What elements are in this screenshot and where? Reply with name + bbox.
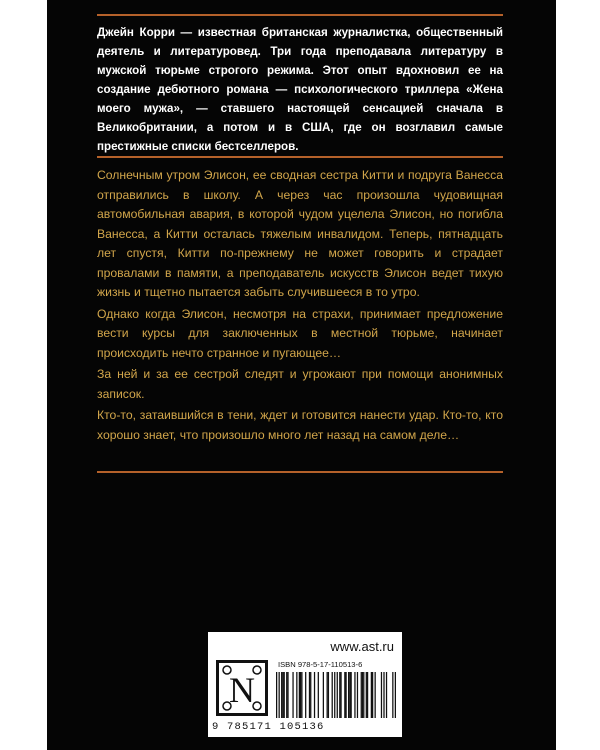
- barcode-bar: [328, 672, 329, 718]
- divider-middle: [97, 156, 503, 158]
- barcode-bar: [348, 672, 349, 718]
- synopsis-paragraph: Однако когда Элисон, несмотря на страхи, принимает предложение вести курсы для заключенных в местной тюрьме, начинает происходить нечто странное и пугающее…: [97, 306, 503, 360]
- barcode-bar: [361, 672, 362, 718]
- barcode-bar: [381, 672, 382, 718]
- barcode-bar: [292, 672, 293, 718]
- barcode-bar: [345, 672, 346, 718]
- publisher-logo-icon: [216, 660, 268, 716]
- barcode-bar: [372, 672, 373, 718]
- barcode-bar: [362, 672, 363, 718]
- barcode-bar: [337, 672, 338, 718]
- divider-bottom: [97, 471, 503, 473]
- synopsis-paragraph: Кто-то, затаившийся в тени, ждет и готовится нанести удар. Кто-то, кто хорошо знает, что произошло много лет назад на самом деле…: [97, 408, 503, 442]
- barcode-panel: [208, 632, 402, 737]
- barcode-bar: [340, 672, 341, 718]
- barcode-bar: [367, 672, 368, 718]
- synopsis-paragraph: Солнечным утром Элисон, ее сводная сестра Китти и подруга Ванесса отправились в школу. А через час произошла чудовищная автомобильная авария, в которой чудом уцелела Элисон, но погибла Ванесса, а Китти осталась тяжелым инвалидом. Теперь, пятнадцать лет спустя, Китти по-прежнему не может говорить и страдает провалами в памяти, а преподаватель искусств Элисон ведет тихую жизнь и тщетно пытается забыть случившееся в то утро.: [97, 168, 503, 299]
- barcode-bar: [284, 672, 285, 718]
- publisher-website[interactable]: www.ast.ru: [330, 639, 394, 654]
- barcode-bar: [323, 672, 324, 718]
- barcode-digits: 9 785171 105136: [212, 721, 325, 733]
- barcode-bar: [310, 672, 311, 718]
- barcode-bar: [287, 672, 288, 718]
- barcode-bar: [300, 672, 301, 718]
- barcode-bars-icon: [276, 672, 396, 718]
- divider-top: [97, 14, 503, 16]
- barcode-bar: [299, 672, 300, 718]
- isbn-number: ISBN 978-5-17-110513-6: [278, 660, 363, 669]
- publisher-logo-letter: N: [229, 670, 255, 710]
- barcode-bar: [282, 672, 283, 718]
- barcode-bar: [375, 672, 376, 718]
- synopsis-paragraph: За ней и за ее сестрой следят и угрожают при помощи анонимных записок.: [97, 367, 503, 401]
- barcode-bar: [395, 672, 396, 718]
- barcode-bar: [276, 672, 277, 718]
- barcode-bar: [366, 672, 367, 718]
- barcode-bar: [392, 672, 393, 718]
- author-bio: Джейн Корри — известная британская журналистка, общественный деятель и литературовед. Три года преподавала литературу в мужской тюрьме строгого режима. Этот опыт вдохновил ее на создание дебютного романа — психологического триллера «Жена моего мужа», — ставшего настоящей сенсацией сначала в Великобритании, а потом и в США, где он возглавил самые престижные списки бестселлеров.: [97, 26, 503, 153]
- barcode-bar: [351, 672, 352, 718]
- barcode-bar: [314, 672, 315, 718]
- barcode-bar: [334, 672, 335, 718]
- barcode-bar: [281, 672, 282, 718]
- barcode-bar: [318, 672, 319, 718]
- barcode-bar: [339, 672, 340, 718]
- barcode-bar: [279, 672, 280, 718]
- barcode-bar: [286, 672, 287, 718]
- barcode-bar: [309, 672, 310, 718]
- barcode-bar: [305, 672, 306, 718]
- barcode-bar: [357, 672, 358, 718]
- barcode-bar: [371, 672, 372, 718]
- barcode-bar: [386, 672, 387, 718]
- barcode-bar: [296, 672, 297, 718]
- barcode-bar: [344, 672, 345, 718]
- barcode-bar: [354, 672, 355, 718]
- barcode-bar: [363, 672, 364, 718]
- barcode-bar: [301, 672, 302, 718]
- barcode-bar: [327, 672, 328, 718]
- synopsis: [97, 166, 503, 447]
- barcode-bar: [332, 672, 333, 718]
- barcode-bar: [349, 672, 350, 718]
- barcode-bar: [383, 672, 384, 718]
